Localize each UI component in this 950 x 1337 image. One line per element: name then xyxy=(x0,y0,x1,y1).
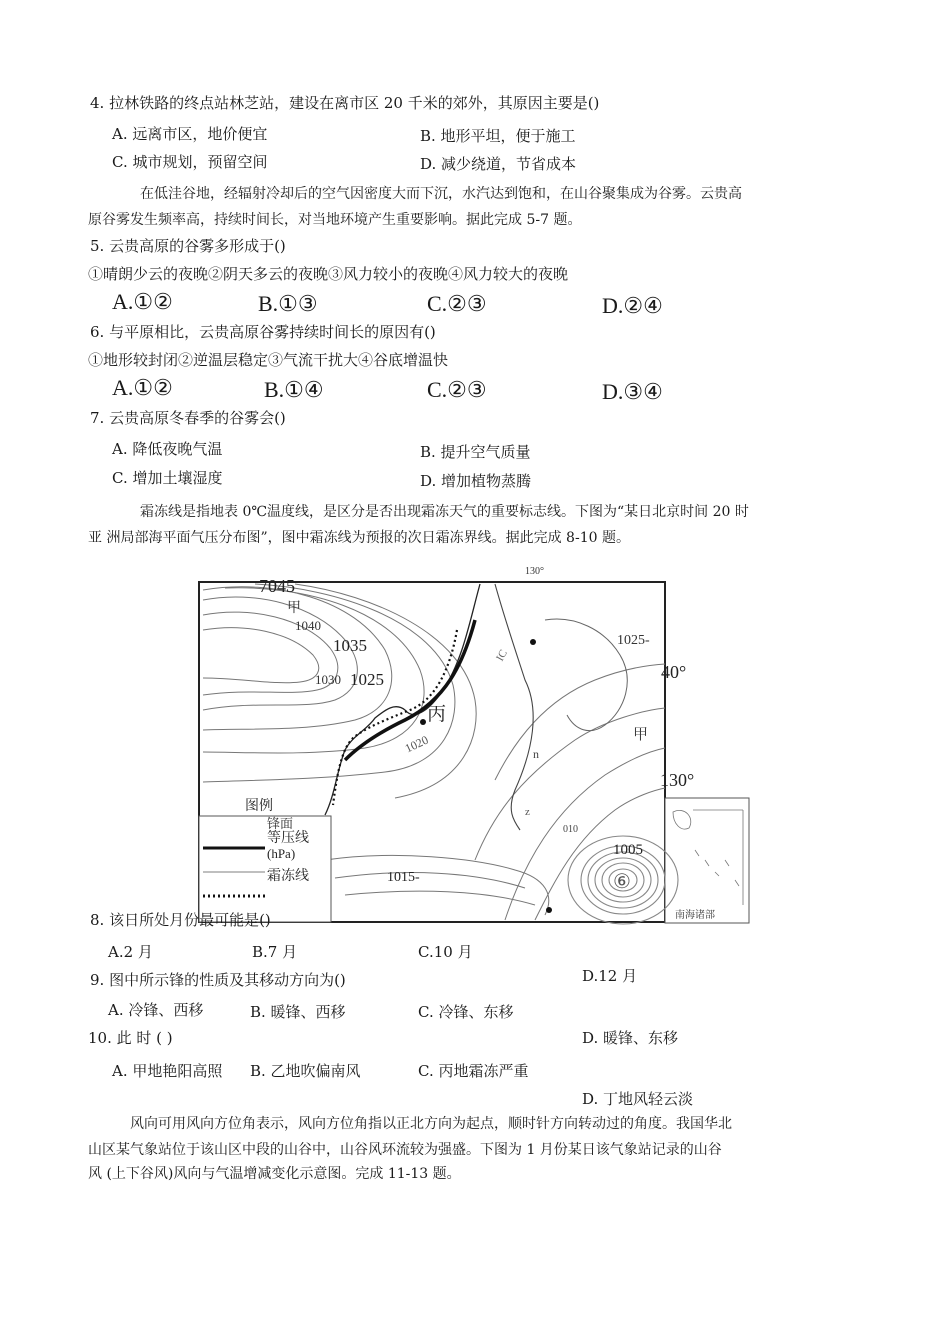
label-z: z xyxy=(525,806,530,818)
q4-option-c: C. 城市规划，预留空间 xyxy=(112,153,268,171)
label-010: 010 xyxy=(563,824,578,835)
label-jia-right: 甲 xyxy=(633,727,649,743)
legend-title: 图例 xyxy=(245,799,273,814)
passage2-line1: 霜冻线是指地表 0℃温度线，是区分是否出现霜冻天气的重要标志线。下图为“某日北京时间 20 时 xyxy=(140,504,749,520)
label-130-right: 130° xyxy=(660,770,695,790)
q6-option-c: C.②③ xyxy=(427,377,487,402)
q7-option-d: D. 增加植物蒸腾 xyxy=(420,472,532,490)
label-40deg: 40° xyxy=(661,662,687,682)
label-ic: IC xyxy=(494,647,510,664)
location-dot-2 xyxy=(546,907,552,913)
q6-stem: 6. 与平原相比，云贵高原谷雾持续时间长的原因有() xyxy=(90,323,436,341)
label-1015: 1015- xyxy=(387,870,420,885)
q10-stem: 10. 此 时 ( ) xyxy=(88,1029,173,1047)
q4-option-a: A. 远离市区，地价便宜 xyxy=(112,125,268,143)
q5-options: ①晴朗少云的夜晚②阴天多云的夜晚③风力较小的夜晚④风力较大的夜晚 xyxy=(88,265,569,283)
passage3-line1: 风向可用风向方位角表示，风向方位角指以正北方向为起点，顺时针方向转动过的角度。我国华北 xyxy=(130,1116,732,1132)
q7-option-a: A. 降低夜晚气温 xyxy=(112,440,223,458)
label-1020: 1020 xyxy=(402,732,431,756)
q9-option-a: A. 冷锋、西移 xyxy=(108,1001,204,1019)
legend-box xyxy=(199,816,331,922)
q9-option-b: B. 暖锋、西移 xyxy=(250,1003,346,1021)
legend-isobar: 等压线 xyxy=(267,831,309,846)
q10-option-b: B. 乙地吹偏南风 xyxy=(250,1062,361,1080)
q8-option-c: C.10 月 xyxy=(418,943,473,961)
passage3-line3: 风 (上下谷风)风向与气温增减变化示意图。完成 11-13 题。 xyxy=(88,1166,461,1182)
location-dot-bing xyxy=(420,719,426,725)
passage2-line2: 亚 洲局部海平面气压分布图”，图中霜冻线为预报的次日霜冻界线。据此完成 8-10 题。 xyxy=(88,530,630,546)
q6-options: ①地形较封闭②逆温层稳定③气流干扰大④谷底增温快 xyxy=(88,351,449,369)
q6-option-a: A.①② xyxy=(112,375,173,400)
label-1025-right: 1025- xyxy=(617,633,650,648)
legend-front: 锋面 xyxy=(267,816,294,831)
q8-option-b: B.7 月 xyxy=(252,943,298,961)
label-n: n xyxy=(533,747,539,761)
q10-option-d: D. 丁地风轻云淡 xyxy=(582,1090,694,1108)
q4-option-b: B. 地形平坦，便于施工 xyxy=(420,127,576,145)
legend-hpa: (hPa) xyxy=(267,846,296,861)
q7-option-b: B. 提升空气质量 xyxy=(420,443,531,461)
inset-caption: 南海诸部 xyxy=(675,910,715,921)
q6-option-d: D.③④ xyxy=(602,379,663,404)
q9-stem: 9. 图中所示锋的性质及其移动方向为() xyxy=(90,971,346,989)
label-jia-top: 甲 xyxy=(287,601,301,616)
label-1035: 1035 xyxy=(333,636,367,655)
passage1-line2: 原谷雾发生频率高，持续时间长，对当地环境产生重要影响。据此完成 5-7 题。 xyxy=(88,212,582,228)
label-1025-left: 1025 xyxy=(350,670,384,689)
q10-option-c: C. 丙地霜冻严重 xyxy=(418,1062,529,1080)
q9-option-c: C. 冷锋、东移 xyxy=(418,1003,514,1021)
q5-option-a: A.①② xyxy=(112,289,173,314)
label-bing: 丙 xyxy=(427,704,447,725)
q6-option-b: B.①④ xyxy=(264,377,324,402)
q5-option-c: C.②③ xyxy=(427,291,487,316)
q4-option-d: D. 减少绕道，节省成本 xyxy=(420,155,577,173)
label-1030: 1030 xyxy=(315,672,341,687)
label-1040: 1040 xyxy=(295,618,321,633)
q5-stem: 5. 云贵高原的谷雾多形成于() xyxy=(90,237,286,255)
q10-option-a: A. 甲地艳阳高照 xyxy=(112,1062,223,1080)
q7-stem: 7. 云贵高原冬春季的谷雾会() xyxy=(90,409,286,427)
q4-stem: 4. 拉林铁路的终点站林芝站，建设在离市区 20 千米的郊外，其原因主要是() xyxy=(90,94,600,112)
south-sea-inset xyxy=(665,798,749,923)
q8-stem: 8. 该日所处月份最可能是() xyxy=(90,911,271,929)
q7-option-c: C. 增加土壤湿度 xyxy=(112,469,223,487)
label-1005: 1005 xyxy=(613,842,643,858)
legend-frost: 霜冻线 xyxy=(267,869,309,884)
passage3-line2: 山区某气象站位于该山区中段的山谷中，山谷风环流较为强盛。下图为 1 月份某日该气象站记录的山谷 xyxy=(88,1142,722,1158)
label-circle-6: ⑥ xyxy=(613,871,631,893)
label-130-top: 130° xyxy=(525,566,544,577)
q8-option-d: D.12 月 xyxy=(582,967,638,985)
q5-option-b: B.①③ xyxy=(258,291,318,316)
pressure-map-figure xyxy=(195,560,755,935)
passage1-line1: 在低洼谷地，经辐射冷却后的空气因密度大而下沉，水汽达到饱和，在山谷聚集成为谷雾。云贵高 xyxy=(140,186,742,202)
q9-option-d: D. 暖锋、东移 xyxy=(582,1029,679,1047)
q8-option-a: A.2 月 xyxy=(108,943,153,961)
location-dot-1 xyxy=(530,639,536,645)
q5-option-d: D.②④ xyxy=(602,293,663,318)
label-7045: 7045 xyxy=(259,576,295,596)
